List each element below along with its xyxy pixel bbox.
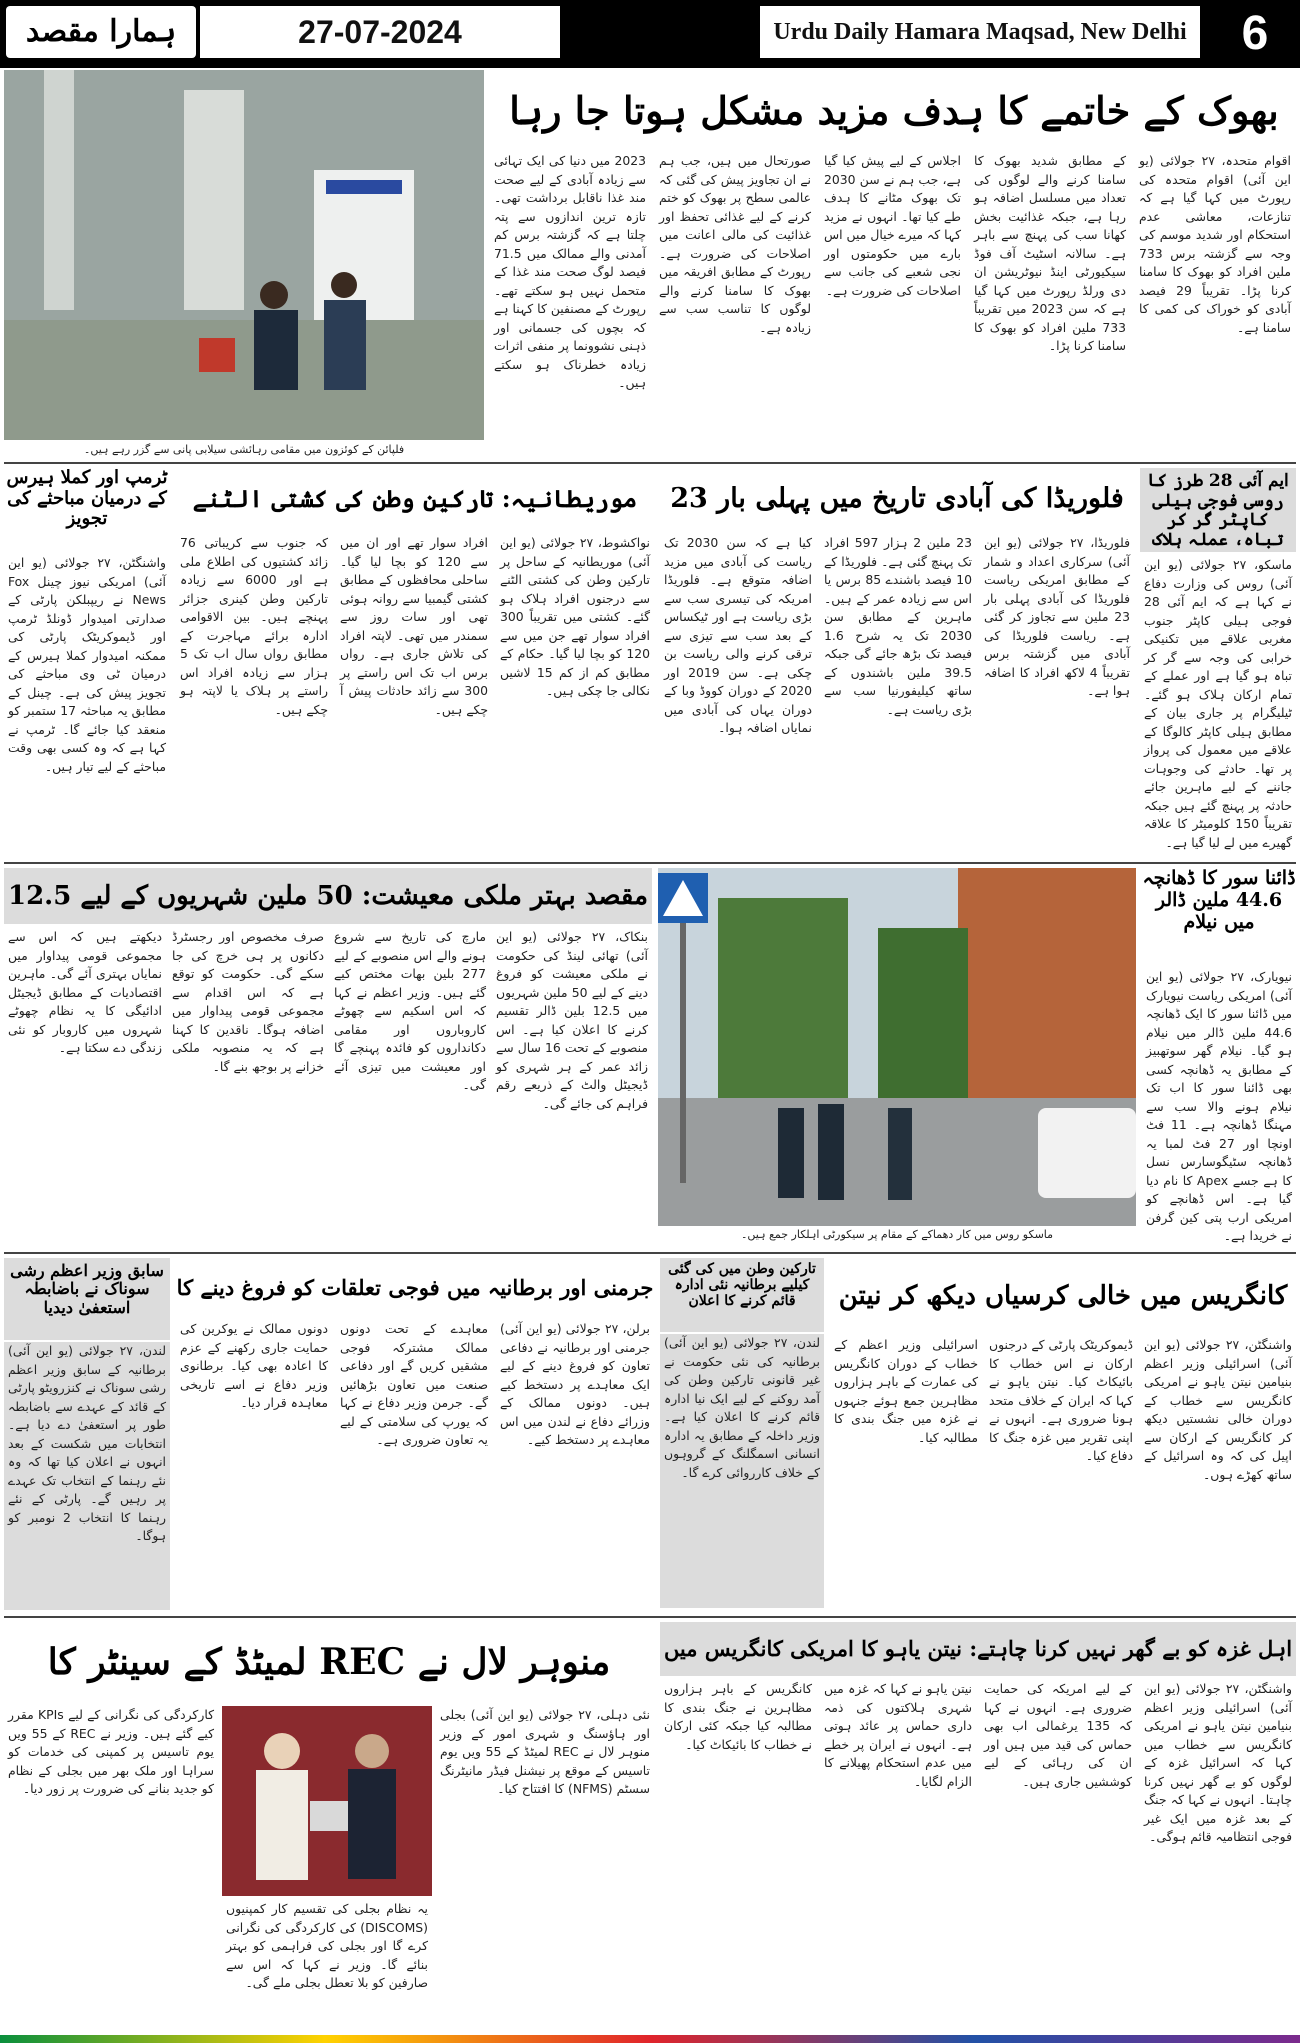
congress-col-1: واشنگٹن، ۲۷ جولائی (یو این آئی) اسرائیلی وزیر اعظم بنیامین نیتن یاہو نے امریکی کانگریس سے خطاب کے دوران خالی نشستیں دیکھ کر کانگریس کے ارکان سے اپیل کی کہ وہ اسرائیل کے ساتھ کھڑے ہوں۔ (1144, 1337, 1293, 1482)
mauritania-headline[interactable]: موریطانیہ: تارکین وطن کی کشتی الٹنے (192, 484, 638, 513)
newspaper-logo[interactable]: ہمارا مقصد (6, 6, 196, 58)
gaza-col-3: نیتن یاہو نے کہا کہ غزہ میں شہری ہلاکتوں کی ذمہ داری حماس پر عائد ہوتی ہے۔ انہوں نے ایران پر خطے میں عدم استحکام پھیلانے کا الزام لگایا۔ (824, 1681, 972, 1789)
germany-uk-headline[interactable]: جرمنی اور برطانیہ میں فوجی تعلقات کو فروغ دینے کا (176, 1275, 654, 1300)
congress-headline[interactable]: کانگریس میں خالی کرسیاں دیکھ کر نیتن (838, 1281, 1288, 1311)
congress-col-2: ڈیموکریٹک پارٹی کے درجنوں ارکان نے اس خطاب کا بائیکاٹ کیا۔ نیتن یاہو نے کہا کہ ایران کے خلاف متحد ہونا ضروری ہے۔ انہوں نے اپنی تقریر میں غزہ جنگ کا دفاع کیا۔ (989, 1337, 1133, 1463)
mauritania-col-2: افراد سوار تھے اور ان میں سے 120 کو بچا لیا گیا۔ ساحلی محافظوں کے مطابق کشتی گیمبیا سے روانہ ہوئی تھی اور سات روز سے سمندر میں تھی۔ لاپتہ افراد کی تلاش جاری ہے۔ رواں برس اب تک اس راستے پر 300 سے زائد حادثات پیش آ چکے ہیں۔ (340, 535, 488, 717)
cities-col-1: بنکاک، ۲۷ جولائی (یو این آئی) تھائی لینڈ کی حکومت نے ملکی معیشت کو فروغ دینے کے لیے 50 ملین شہریوں میں 12.5 بلین ڈالر تقسیم کرنے کا اعلان کیا ہے۔ اس منصوبے کے تحت 16 سال سے زائد عمر کے ہر شہری کو ڈیجیٹل والٹ کے ذریعے رقم فراہم کی جائے گی۔ (496, 929, 648, 1111)
cities-col-3: صرف مخصوص اور رجسٹرڈ دکانوں پر ہی خرچ کی جا سکے گی۔ حکومت کو توقع ہے کہ اس اقدام سے مجموعی قومی پیداوار میں اضافہ ہوگا۔ ناقدین کا کہنا ہے کہ یہ منصوبہ ملکی خزانے پر بوجھ بنے گا۔ (172, 929, 324, 1074)
publication-name: Urdu Daily Hamara Maqsad, New Delhi (760, 6, 1200, 58)
hunger-col-3: اجلاس کے لیے پیش کیا گیا ہے، جب ہم نے سن 2030 تک بھوک مٹانے کا ہدف طے کیا تھا۔ انہوں نے مزید کہا کہ میرے خیال میں اس بارے میں حکومتوں اور نجی شعبے کی جانب سے اصلاحات کی ضرورت ہے۔ (824, 153, 961, 298)
flood-photo (4, 70, 484, 440)
issue-date: 27-07-2024 (200, 6, 560, 58)
moscow-photo-caption: ماسکو روس میں کار دھماکے کے مقام پر سیکورٹی اہلکار جمع ہیں۔ (740, 1228, 1054, 1241)
rec-event-photo (222, 1706, 432, 1896)
divider (4, 1252, 1296, 1254)
gaza-speech-headline[interactable]: اہل غزہ کو بے گھر نہیں کرنا چاہتے: نیتن یاہو کا امریکی کانگریس میں (660, 1622, 1296, 1676)
cities-col-2: مارچ کی تاریخ سے شروع ہونے والے اس منصوبے کے لیے 277 بلین بھات مختص کیے گئے ہیں۔ وزیر اعظم نے کہا کہ اس اسکیم سے چھوٹے کاروباروں اور مقامی دکانداروں کو فائدہ پہنچے گا اور معیشت میں تیزی آئے گی۔ (334, 929, 486, 1092)
helicopter-headline[interactable]: ایم آئی 28 طرز کا روسی فوجی ہیلی کاپٹر گر کر تباہ، عملہ ہلاک (1140, 468, 1296, 552)
moscow-scene-illustration (658, 868, 1136, 1226)
rec-col-3: کارکردگی کی نگرانی کے لیے KPIs مقرر کیے گئے ہیں۔ وزیر نے REC کے 55 ویں یوم تاسیس پر کمپنی کی خدمات کو سراہا اور ملک بھر میں بجلی کے نظام کو جدید بنانے کی ضرورت پر زور دیا۔ (8, 1707, 214, 1796)
germany-uk-col-3: دونوں ممالک نے یوکرین کی حمایت جاری رکھنے کے عزم کا اعادہ بھی کیا۔ برطانوی وزیر دفاع نے اسے تاریخی معاہدہ قرار دیا۔ (180, 1321, 328, 1410)
florida-headline[interactable]: فلوریڈا کی آبادی تاریخ میں پہلی بار 23 (670, 483, 1124, 514)
cities-headline[interactable]: مقصد بہتر ملکی معیشت: 50 ملین شہریوں کے لیے 12.5 (4, 868, 652, 924)
germany-uk-col-2: معاہدے کے تحت دونوں ممالک مشترکہ فوجی مشقیں کریں گے اور دفاعی صنعت میں تعاون بڑھائیں گے۔ جرمن وزیر دفاع نے کہا کہ یورپ کی سلامتی کے لیے یہ تعاون ضروری ہے۔ (340, 1321, 488, 1447)
hunger-col-2: کے مطابق شدید بھوک کا سامنا کرنے والے لوگوں کی تعداد میں مسلسل اضافہ ہو رہا ہے، جبکہ غذائیت بخش کھانا سب کی پہنچ سے باہر ہے۔ سالانہ اسٹیٹ آف فوڈ سیکیورٹی اینڈ نیوٹریشن ان دی ورلڈ رپورٹ میں کہا گیا ہے کہ سن 2023 میں تقریباً 733 ملین افراد کو بھوک کا سامنا کرنا پڑا۔ (974, 153, 1126, 353)
florida-col-1: فلوریڈا، ۲۷ جولائی (یو این آئی) سرکاری اعداد و شمار کے مطابق امریکی ریاست فلوریڈا کی آبادی پہلی بار 23 ملین سے تجاوز کر گئی ہے۔ ریاست فلوریڈا کی آبادی میں گزشتہ برس تقریباً 4 لاکھ افراد کا اضافہ ہوا ہے۔ (984, 535, 1130, 698)
florida-col-3: کیا ہے کہ سن 2030 تک ریاست کی آبادی میں مزید اضافہ متوقع ہے۔ فلوریڈا امریکہ کی تیسری سب سے بڑی ریاست ہے اور ٹیکساس کے بعد سب سے تیزی سے ترقی کرنے والی ریاست بن چکی ہے۔ سن 2019 اور 2020 کے دوران کووڈ وبا کے دوران یہاں کی آبادی میں نمایاں اضافہ ہوا۔ (664, 535, 812, 735)
trump-headline[interactable]: ٹرمپ اور کملا ہیرس کے درمیان مباحثے کی تجویز (6, 468, 168, 530)
gaza-col-4: کانگریس کے باہر ہزاروں مظاہرین نے جنگ بندی کا مطالبہ کیا جبکہ کئی ارکان نے خطاب کا بائیکاٹ کیا۔ (664, 1681, 812, 1752)
mauritania-col-1: نواکشوط، ۲۷ جولائی (یو این آئی) موریطانیہ کے ساحل پر تارکین وطن کی کشتی الٹنے سے درجنوں افراد ہلاک ہو گئے۔ کشتی میں تقریباً 300 افراد سوار تھے جن میں سے 120 کو بچا لیا گیا۔ حکام کے مطابق کم از کم 15 لاشیں نکالی جا چکی ہیں۔ (500, 535, 650, 698)
hunger-col-5: 2023 میں دنیا کی ایک تہائی سے زیادہ آبادی کے لیے صحت مند غذا ناقابل برداشت تھی۔ تازہ ترین اندازوں سے پتہ چلتا ہے کہ گزشتہ برس کم آمدنی والے ممالک میں 71.5 فیصد لوگ صحت مند غذا کے متحمل نہیں ہو سکتے تھے۔ رپورٹ کے مصنفین کا کہنا ہے کہ بچوں کی جسمانی اور ذہنی نشوونما پر منفی اثرات زیادہ خطرناک ہو سکتے ہیں۔ (494, 153, 646, 390)
gaza-col-1: واشنگٹن، ۲۷ جولائی (یو این آئی) اسرائیلی وزیر اعظم بنیامین نیتن یاہو نے امریکی کانگریس سے خطاب میں کہا کہ اسرائیل غزہ کے لوگوں کو بے گھر نہیں کرنا چاہتا۔ انہوں نے کہا کہ جنگ کے بعد غزہ میں ایک غیر فوجی انتظامیہ قائم ہوگی۔ (1144, 1681, 1293, 1844)
sunak-body: لندن، ۲۷ جولائی (یو این آئی) برطانیہ کے سابق وزیر اعظم رشی سوناک نے کنزرویٹو پارٹی کے قائد کے عہدے سے باضابطہ طور پر استعفیٰ دے دیا ہے۔ انتخابات میں شکست کے بعد انہوں نے اعلان کیا تھا کہ وہ نئے رہنما کے انتخاب تک عہدے پر رہیں گے۔ پارٹی کے نئے رہنما کا انتخاب 2 نومبر کو ہوگا۔ (4, 1342, 170, 1610)
florida-col-2: 23 ملین 2 ہزار 597 افراد تک پہنچ گئی ہے۔ فلوریڈا کے 10 فیصد باشندے 85 برس یا اس سے زیادہ عمر کے ہیں۔ ماہرین کے مطابق سن 2030 تک یہ شرح 1.6 فیصد تک بڑھ جائے گی جبکہ 39.5 ملین باشندوں کے ساتھ کیلیفورنیا سب سے بڑی ریاست ہے۔ (824, 535, 972, 717)
gaza-col-2: کے لیے امریکہ کی حمایت ضروری ہے۔ انہوں نے کہا کہ 135 یرغمالی اب بھی حماس کی قید میں ہیں اور ان کی رہائی کے لیے کوششیں جاری ہیں۔ (984, 1681, 1132, 1789)
hunger-col-1: اقوام متحدہ، ۲۷ جولائی (یو این آئی) اقوام متحدہ کی رپورٹ میں کہا گیا ہے کہ تنازعات، معاشی عدم استحکام اور شدید موسم کی وجہ سے گزشتہ برس 733 ملین افراد کو بھوک کا سامنا کرنا پڑا۔ تقریباً 29 فیصد آبادی کو خوراک کی کمی کا سامنا ہے۔ (1139, 153, 1291, 335)
dinosaur-headline[interactable]: ڈائنا سور کا ڈھانچہ 44.6 ملین ڈالر میں نیلام (1142, 868, 1296, 933)
germany-uk-col-1: برلن، ۲۷ جولائی (یو این آئی) جرمنی اور برطانیہ نے دفاعی تعاون کو فروغ دینے کے لیے ایک معاہدے پر دستخط کیے ہیں۔ دونوں ممالک کے وزرائے دفاع نے لندن میں اس معاہدے پر دستخط کیے۔ (500, 1321, 651, 1447)
trump-body: واشنگٹن، ۲۷ جولائی (یو این آئی) امریکی نیوز چینل Fox News نے ریپبلکن پارٹی کے صدارتی امیدوار ڈونلڈ ٹرمپ اور ڈیموکریٹک پارٹی کی ممکنہ امیدوار کملا ہیرس کے درمیان ٹی وی مباحثے کی تجویز پیش کی ہے۔ چینل کے مطابق یہ مباحثہ 17 ستمبر کو منعقد کیا جائے گا۔ ٹرمپ نے کہا ہے کہ وہ کسی بھی وقت مباحثے کے لیے تیار ہیں۔ (8, 555, 167, 774)
cities-col-4: دیکھتے ہیں کہ اس سے مجموعی قومی پیداوار میں نمایاں بہتری آئے گی۔ ماہرین اقتصادیات کے مطابق ڈیجیٹل ادائیگی کا یہ نظام چھوٹے شہروں میں کاروبار کو نئی زندگی دے سکتا ہے۔ (8, 929, 162, 1055)
flood-scene-illustration (4, 70, 484, 440)
rec-event-illustration (222, 1706, 432, 1896)
rec-col-1: نئی دہلی، ۲۷ جولائی (یو این آئی) بجلی اور ہاؤسنگ و شہری امور کے وزیر منوہر لال نے REC لمیٹڈ کے 55 ویں یوم تاسیس کے موقع پر نیشنل فیڈر مانیٹرنگ سسٹم (NFMS) کا افتتاح کیا۔ (440, 1707, 650, 1796)
page-number: 6 (1241, 7, 1269, 60)
hunger-col-4: صورتحال میں ہیں، جب ہم نے ان تجاویز پیش کی گئی کہ عالمی سطح پر بھوک کو ختم کرنے کے لیے غذائی تحفظ اور غذائیت کی مالی اعانت میں اصلاحات کی ضرورت ہے۔ رپورٹ کے مطابق افریقہ میں بھوک کا سامنا کرنے والے لوگوں کا تناسب سب سے زیادہ ہے۔ (659, 153, 811, 335)
flood-photo-caption: فلپائن کے کوئزون میں مقامی رہائشی سیلابی پانی سے گزر رہے ہیں۔ (83, 443, 405, 456)
moscow-photo (658, 868, 1136, 1226)
dinosaur-body: نیویارک، ۲۷ جولائی (یو این آئی) امریکی ریاست نیویارک میں ڈائنا سور کا ایک ڈھانچہ 44.6 ملین ڈالر میں نیلام ہو گیا۔ نیلام گھر سوتھبیز کے مطابق یہ ڈھانچہ کسی بھی ڈائنا سور کا اب تک نیلام ہونے والا سب سے مہنگا ڈھانچہ ہے۔ 11 فٹ اونچا اور 27 فٹ لمبا یہ ڈھانچہ سٹیگوسارس نسل کا ہے جسے Apex کا نام دیا گیا ہے۔ اس ڈھانچے کو امریکی ارب پتی کین گرفن نے خریدا ہے۔ (1146, 969, 1292, 1243)
uk-migrants-body: لندن، ۲۷ جولائی (یو این آئی) برطانیہ کی نئی حکومت نے غیر قانونی تارکین وطن کی آمد روکنے کے لیے ایک نیا ادارہ قائم کرنے کا اعلان کیا ہے۔ وزیر داخلہ کے مطابق یہ ادارہ انسانی اسمگلنگ کے گروہوں کے خلاف کارروائی کرے گا۔ (660, 1334, 824, 1608)
rec-col-2: یہ نظام بجلی کی تقسیم کار کمپنیوں (DISCOMS) کی کارکردگی کی نگرانی کرے گا اور بجلی کی فراہمی کو بہتر بنائے گا۔ وزیر نے کہا کہ اس سے صارفین کو بلا تعطل بجلی ملے گی۔ (226, 1901, 428, 1990)
divider (4, 862, 1296, 864)
sunak-headline[interactable]: سابق وزیر اعظم رشی سوناک نے باضابطہ استعفیٰ دیدیا (4, 1258, 170, 1340)
helicopter-body: ماسکو، ۲۷ جولائی (یو این آئی) روس کی وزارت دفاع نے کہا ہے کہ ایم آئی 28 فوجی ہیلی کاپٹر جنوب مغربی علاقے میں تکنیکی خرابی کی وجہ سے گر کر تباہ ہو گیا ہے اور عملے کے تمام ارکان ہلاک ہو گئے۔ ٹیلیگرام پر جاری بیان کے مطابق ہیلی کاپٹر کالوگا کے علاقے میں معمول کی پرواز پر تھا۔ حادثے کی وجوہات جاننے کے لیے ماہرین جائے حادثہ پر پہنچ گئے ہیں جبکہ تقریباً 150 کلومیٹر کا علاقہ گھیرے میں لے لیا گیا ہے۔ (1144, 557, 1292, 850)
divider (4, 1616, 1296, 1618)
mauritania-col-3: کہ جنوب سے کریباتی 76 زائد کشتیوں کی اطلاع ملی ہے اور 6000 سے زیادہ تارکین وطن کینری جزائر پہنچے ہیں۔ بین الاقوامی ادارہ برائے مہاجرت کے مطابق رواں سال اب تک 5 ہزار سے زیادہ افراد اس راستے پر ہلاک یا لاپتہ ہو چکے ہیں۔ (180, 535, 328, 717)
divider (4, 462, 1296, 464)
rec-headline[interactable]: منوہر لال نے REC لمیٹڈ کے سینٹر کا (47, 1641, 611, 1683)
uk-migrants-headline[interactable]: تارکین وطن میں کی گئی کیلیے برطانیہ نئی ادارہ قائم کرنے کا اعلان (660, 1258, 824, 1332)
color-strip (0, 2035, 1300, 2043)
hunger-headline[interactable]: بھوک کے خاتمے کا ہدف مزید مشکل ہوتا جا رہا (509, 88, 1279, 133)
congress-col-3: اسرائیلی وزیر اعظم کے خطاب کے دوران کانگریس کی عمارت کے باہر ہزاروں مظاہرین جمع ہوئے جنہوں نے غزہ میں جنگ بندی کا مطالبہ کیا۔ (834, 1337, 978, 1445)
